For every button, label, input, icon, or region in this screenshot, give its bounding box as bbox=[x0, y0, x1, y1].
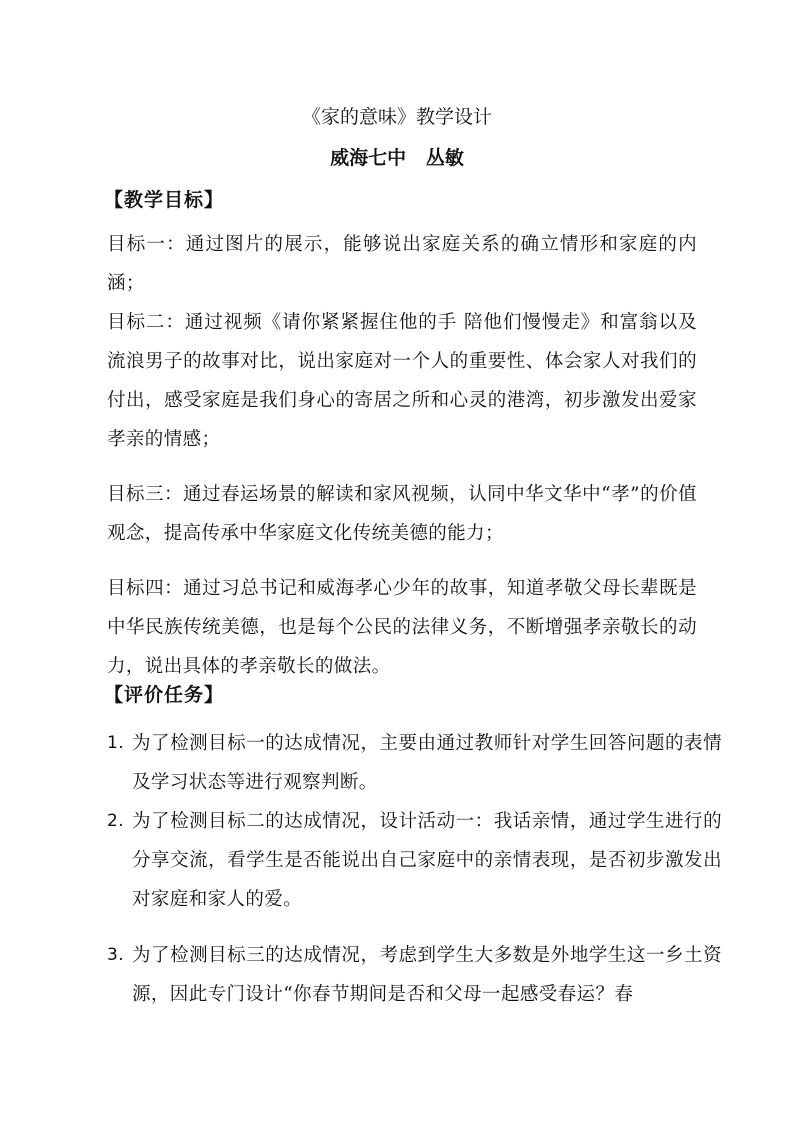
list-item-number: 2. bbox=[107, 811, 125, 831]
list-item-text: 为了检测目标三的达成情况，考虑到学生大多数是外地学生这一乡土资源，因此专门设计“你春节期间是否和父母一起感受春运？春 bbox=[132, 945, 722, 1005]
goal-paragraph-2: 目标二：通过视频《请你紧紧握住他的手 陪他们慢慢走》和富翁以及流浪男子的故事对比，说出家庭对一个人的重要性、体会家人对我们的付出，感受家庭是我们身心的寄居之所和心灵的港湾，初步激发出爱家孝亲的情感； bbox=[107, 312, 697, 450]
author-line: 威海七中 丛敏 bbox=[330, 147, 464, 169]
list-item-number: 3. bbox=[107, 945, 125, 965]
list-item-text: 为了检测目标一的达成情况，主要由通过教师针对学生回答问题的表情及学习状态等进行观察判断。 bbox=[132, 733, 722, 793]
list-item bbox=[107, 936, 722, 1014]
list-item bbox=[107, 724, 722, 802]
list-item-number: 1. bbox=[107, 733, 125, 753]
goal-paragraph-3: 目标三：通过春运场景的解读和家风视频，认同中华文华中“孝”的价值观念，提高传承中华家庭文化传统美德的能力； bbox=[107, 484, 697, 544]
section-heading-teaching-goals: 【教学目标】 bbox=[104, 189, 225, 211]
section-heading-evaluation-tasks: 【评价任务】 bbox=[104, 684, 225, 706]
document-title: 《家的意味》教学设计 bbox=[301, 106, 492, 128]
list-item-text: 为了检测目标二的达成情况，设计活动一：我话亲情，通过学生进行的分享交流，看学生是否能说出自己家庭中的亲情表现，是否初步激发出对家庭和家人的爱。 bbox=[132, 811, 722, 910]
goal-paragraph-4: 目标四：通过习总书记和威海孝心少年的故事，知道孝敬父母长辈既是中华民族传统美德，也是每个公民的法律义务，不断增强孝亲敬长的动力，说出具体的孝亲敬长的做法。 bbox=[107, 578, 697, 677]
goal-paragraph-1: 目标一：通过图片的展示，能够说出家庭关系的确立情形和家庭的内涵； bbox=[107, 234, 697, 294]
list-item bbox=[107, 802, 722, 919]
